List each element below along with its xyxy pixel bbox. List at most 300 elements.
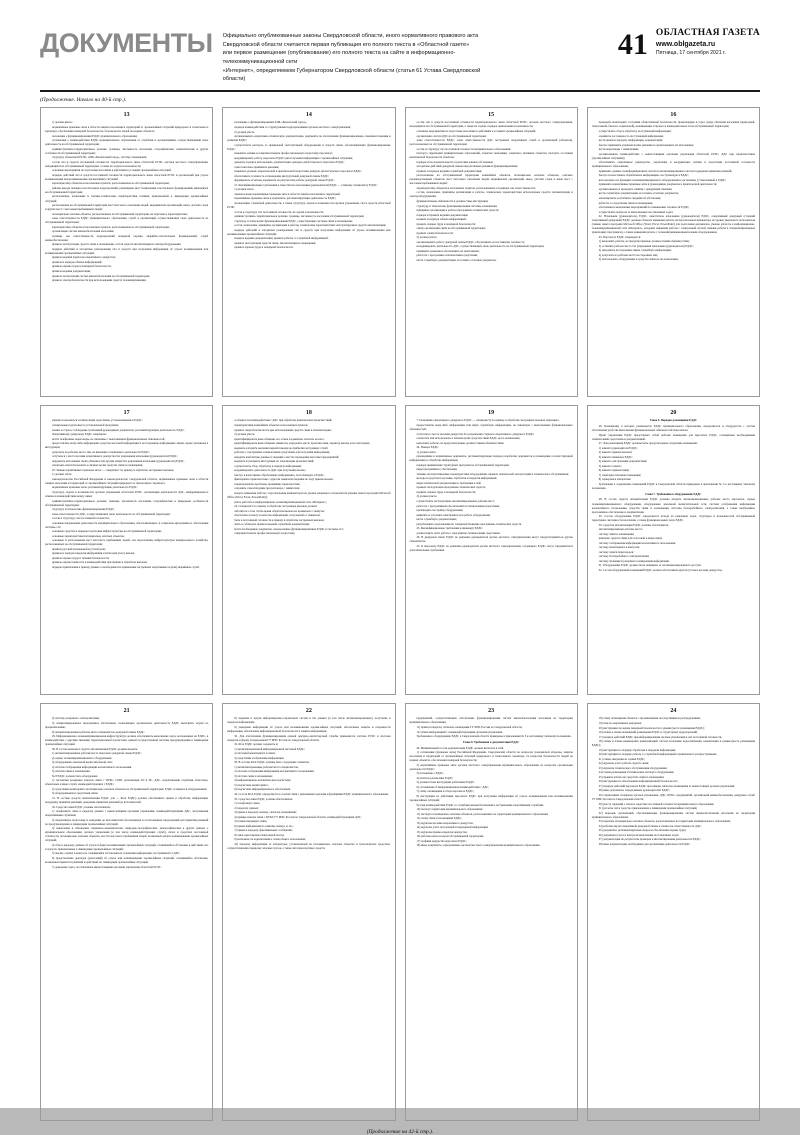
paragraph: 8) связь при помощи электронной почты; (234, 832, 285, 837)
paragraph: 5) система связи и оповещения. (52, 769, 91, 774)
paragraph: правила охраны труда и пожарной безопасности; (416, 221, 476, 226)
paragraph: 38) иная документация, необходимая для организации деятельности ЕДДС. (598, 841, 691, 846)
paragraph: 18) схемы и планы инженерных коммуникаций, систем отопления, водоснабжения, канализации в здании (месте размещения ЕДДС); (591, 739, 755, 748)
paragraph: структуру и технологию функционирования ЕДДС, существующие системы связи и оповещения; (234, 218, 353, 223)
paragraph: систему хранения и резервного копирования информации. (598, 558, 670, 563)
paragraph: 2) оставлять рабочее место без разрешения начальника (руководителя) ЕДДС; (598, 243, 694, 248)
paragraph: 2) комната приема вызовов; (598, 450, 633, 455)
paragraph: 4) прямые каналы связи с ЦУКС ГУ МЧС России по Свердловской области, взаимодействующими ДДС; (234, 814, 362, 819)
paragraph: идентифицировать язык общения, его объем и адекватно отвечать на него; (234, 436, 325, 441)
paragraph: 6) прием информации по единому номеру «112»; (234, 823, 294, 828)
paragraph: административно-территориальное деление, границы, численность населения, географические и природные особенности обслуживаемой территории; (45, 498, 209, 507)
paragraph: вести необходимые документы, определенные функционированием ЕДДС и системы-112; (234, 526, 344, 531)
column-number: 17 (123, 409, 130, 416)
paragraph: 22) журналы учета работы средств связи; (598, 761, 649, 766)
paragraph: осуществлять контроль за правильной эксплуатацией оборудования и средств связи, обеспечивающих функционирование ЕДДС; (227, 142, 391, 151)
paragraph: формировать отчетные документы по результатам работы дежурной смены ЕДДС. (234, 178, 335, 183)
column-number: 24 (670, 707, 677, 714)
paragraph: 3) накопление и обновление социально-экономических, природно-географических, демографических и других данных о муниципальном образовании, органах управления (в том числе взаимодействующих служб), силах и средствах постоянной готовности, потенциально опасных объектах, местах массового пребывания людей, возможных рисках возникновения чрезвычайных ситуаций; (45, 826, 209, 843)
paragraph: знание и строгое соблюдение требований руководящих документов, регламентирующих деятельность ЕДДС. (52, 427, 185, 432)
continuation-note-bottom: (Продолжение на 42-й стр.). (366, 1128, 434, 1135)
paragraph: 2) передачу данных; (234, 805, 259, 810)
paragraph: правила и порядок обмена информацией; (52, 259, 103, 264)
paragraph: 4) сбор и передачу данных об угрозе и факте возникновения чрезвычайных ситуаций, сложившейся обстановке и действиях сил и средств, привлекаемых к ликвидации чрезвычайных ситуаций; (45, 842, 209, 851)
paragraph: основные направления деятельности муниципального образования, обеспечивающего и социально-программного обеспечения системы-112; (45, 520, 209, 529)
paragraph: правила охраны труда и техники безопасности; (52, 555, 110, 560)
paragraph: 33. В составе КСА ЕДДС должны быть следующие элементы: (234, 760, 310, 765)
column-body (592, 418, 755, 572)
paragraph: нормативные правовые акты в области защиты населения и территорий от чрезвычайных ситуаций природного и техногенного характера, обеспечения пожарной безопасности, безопасности людей на водных объектах; (45, 124, 209, 133)
paragraph: расположение на обслуживаемой территории мест массового скопления людей, медицинских организаций, школ, детских садов и других мест с массовым пребыванием людей; (45, 203, 209, 212)
paragraph: правила охраны занятости и взаимодействия при приеме и обработке вызовов; (52, 560, 148, 565)
paragraph: разрабатывать предложения по совершенствованию программно-технических средств. (416, 521, 522, 526)
paragraph: состав, назначение, принципы организации и работы, технические характеристики используемых средств автоматизации и электрооборудования; (409, 190, 573, 199)
paragraph: выполнять работы, не предусмотренные должностными обязанностями. (416, 440, 505, 445)
column-body (227, 418, 390, 535)
paragraph: обеспечивать выполнение мероприятий по повышению готовности ЕДДС; (598, 205, 690, 210)
paper-identity (656, 28, 760, 56)
paragraph: самостоятельно принимать решения; (234, 164, 280, 169)
paragraph: 28. В состав средств автоматизации ЕДДС должны входить автоматизированные рабочие места персонала, сервер телекоммуникационного оборудования, оборудование локальной вычислительной сети, система отображения информации коллективного пользования, средства связи и оповещения, системы бесперебойного электропитания, а также необходимое программное обеспечение и документация. (591, 497, 755, 514)
paragraph: 3) передавать посторонним лицам служебную информацию; (598, 248, 672, 253)
paragraph: умение пользоваться техническими средствами, установленными в ЕДДС; (52, 418, 143, 423)
column-band-1 (40, 107, 760, 397)
paragraph: 32. Средства связи ЕДДС должны обеспечивать: (52, 804, 111, 809)
paragraph: зоны ответственности ЕДДС муниципального образования, служб и организаций, осуществляющих свою деятельность на обслуживаемой территории; (45, 216, 209, 225)
paragraph: 1) выполнять работы, не предусмотренные должностными обязанностями; (598, 239, 690, 244)
paragraph: отключать или использовать в личных целях средства связи ЕДДС не по назначению; (416, 436, 521, 441)
paragraph: нести телефонные переговоры, не связанные с выполнением функциональных обязанностей; (52, 436, 166, 441)
paragraph: 32) перечень организаций, обеспечивающих функционирование систем жизнеобеспечения населения на территории муниципального образования; (591, 810, 755, 819)
masthead-subtitle-line-2: Свердловской области считается первая публикация его полного текста в «Областной газете» (222, 41, 470, 48)
column-body (410, 716, 573, 847)
paragraph: 1) должен иметь: (52, 120, 73, 125)
paragraph: характеристику объектов и населенных пунктов, расположенных на обслуживаемой территории; (52, 181, 170, 186)
article-column-19 (405, 405, 578, 695)
paragraph: 4) система отображения информации коллективного пользования; (52, 764, 132, 769)
paragraph: 30. В состав комплекса средств автоматизации ЕДДС должны входить: (52, 746, 138, 751)
paragraph: предоставлять кому-либо информацию средства массовой информации и постороннюю информацию лицам, кроме указанных в инструкции; (45, 441, 209, 450)
paragraph: порядок привлечения к приему данных о необходимости применения экстренных оперативных и (или) аварийных служб. (52, 564, 200, 569)
paragraph: основные и расположения мест массового пребывания людей, зон подтопления, инфраструктуры коммунального хозяйства, расположенных на обслуживаемой территории; (45, 538, 209, 547)
paragraph: 6) автоматизированная рабочие места специалистов дежурной смены ЕДДС. (52, 729, 145, 734)
paragraph: 4) допускать на рабочие места посторонних лиц; (598, 252, 658, 257)
paragraph: состав сил и средств постоянной готовности территориального звена областной РСЧС, органов местного самоуправления, находящихся на обслуживаемой территории, а также их задачи, порядок привлечения и возможности; (409, 120, 573, 129)
paragraph: 8) серверная и аппаратная. (598, 477, 632, 482)
paragraph: положение о функционировании АПК «Безопасный город»; (234, 120, 307, 125)
paragraph: 18) схему оповещения объектов с протяженными последствиями и распределением; (598, 716, 701, 721)
paragraph: 24) схемы размещения и технические паспорта оборудования; (598, 770, 675, 775)
paragraph: систему записи переговоров; (598, 549, 634, 554)
paragraph: предприятий, осуществляющих обеспечение функционирования систем жизнеобеспечения населения на территории муниципального образования; (409, 716, 573, 725)
column-body (410, 120, 573, 262)
paragraph: правила энергобезопасности при использовании средств связи и автоматизации; (234, 427, 332, 432)
paragraph: 4) систему резервного электропитания; (52, 716, 100, 721)
paragraph: 2) должен уметь: (234, 432, 255, 437)
paragraph: 18) иные документы, определяемые органом местного самоуправления муниципального образования. (416, 843, 541, 848)
masthead-subtitle-line-4: «Интернет», определяемом Губернатором Свердловской области (статья 61 Устава Свердловской области) (222, 67, 481, 83)
column-band-3 (40, 703, 760, 1121)
paragraph: соглашения о взаимодействии ЕДДС муниципального образования со службами и организациями, осуществляющими свою деятельность на обслуживаемой территории; (45, 138, 209, 147)
masthead-subtitle-line-1: Официально опубликованные законы Свердловской области, иного нормативного правового акта (222, 33, 479, 39)
paragraph: порядок и правила ведения документации; (416, 212, 469, 217)
paragraph: 17) порядок действий ЕДДС при информировании органов управления и сил постоянной готовности; (598, 734, 723, 739)
continuation-note-top: (Продолжение. Начало на 40-й стр.). (40, 96, 127, 103)
paragraph: вести переговоры с заявителями; (598, 147, 639, 152)
paragraph: 31. Оборудование ЕДДС должно быть защищено от несанкционированного доступа. (598, 563, 702, 568)
paragraph: повышать уровень теоретической и практической подготовки дежурно-диспетчерского персонала ЕДДС; (234, 169, 362, 174)
paragraph: передавать исполнение своих обязанностей другим лицам без разрешения начальника (руководителя) ЕДДС; (52, 458, 185, 463)
column-number: 23 (488, 707, 495, 714)
paragraph: 17) графики дежурства персонала ЕДДС; (416, 838, 467, 843)
paragraph: 7) доведение задач, поставленных вышестоящими органами управления областной РСЧС. (52, 864, 162, 869)
paragraph: 6) представление докладов (донесений) об угрозе или возникновении чрезвычайных ситуаций, сложившейся обстановке, возможных вариантах решений и действиях по ликвидации чрезвычайных ситуаций; (45, 855, 209, 864)
paragraph: предоставлять кому-либо информацию или иную служебную информацию, не связанную с выполнением функциональных обязанностей; (409, 422, 573, 431)
paragraph: осуществлять контроль за выполнением поставленных задач; (598, 209, 674, 214)
paragraph: характеристики важнейших объектов и населенных пунктов; (234, 422, 309, 427)
paragraph: 2) системой мониторинга и связи; (234, 751, 276, 756)
paragraph: нормативные правовые акты, регламентирующие деятельность ЕДДС; (52, 485, 138, 490)
column-number: 14 (305, 111, 312, 118)
paragraph: координировать деятельность ДДС при получении вызова; (234, 468, 306, 473)
paragraph: особенности взаимодействия с ДДС при обработке комплексных происшествий; (234, 418, 333, 423)
paragraph: правила электробезопасности; (416, 230, 454, 235)
paragraph: Глава 8. Требования к документации ЕДДС (463, 740, 520, 745)
paragraph: границы зон ответственности подразделений пожарной охраны, аварийно-спасательных формирований, служб жизнеобеспечения; (45, 233, 209, 242)
paragraph: правила и порядок передачи информации и категории (того) вызова; (52, 551, 135, 556)
paragraph: 6) комната приема пищи; (598, 468, 630, 473)
paragraph: применять данные геоинформационных систем и автоматизированных систем поддержки принятия решений; (598, 168, 733, 173)
paragraph: фиксировать происшествие с адресом заявителя сведения по ходу приема вызова; (234, 477, 334, 482)
paragraph: состав сил и средств постоянной готовности территориального звена областной РСЧС, органов местного самоуправления, находящихся на обслуживаемой территории, а также их задачи и возможности; (45, 159, 209, 168)
column-number: 20 (670, 409, 677, 416)
article-column-24 (587, 703, 760, 1121)
paragraph: 32. Для обеспечения функционирования единой дежурно-диспетчерской службы применяется система РСЧС и системы передачи и форму утверждаемая ГУ МЧС России по Свердловской области. (227, 733, 391, 742)
paragraph: анализировать и обобщать сведения об обстановке; (598, 195, 662, 200)
paragraph: правила охраны труда и пожарной безопасности; (416, 489, 476, 494)
paper-name: ОБЛАСТНАЯ ГАЗЕТА (655, 28, 760, 38)
paragraph: быстро принимать управленческие решения и организовывать их исполнение; (598, 142, 694, 147)
paragraph: правила ведения документации; (52, 269, 91, 273)
paragraph: порядок действий и алгоритмы реагирования сил и средств при получении информации об угрозе возникновения или возникновении чрезвычайных ситуаций; (227, 227, 391, 236)
paragraph: 3) оборудование локальной вычислительной сети; (52, 760, 113, 765)
paragraph: № 8 ЕДДС должна быть оборудована: (52, 773, 99, 778)
paragraph: сохранять самообладание при разговоре с заявителем; (234, 486, 300, 491)
paragraph: 22. Начальник (руководитель) ЕДДС, заместитель начальника (руководителя) ЕДДС, оперативный дежурный (старший оперативный дежурный) ЕДДС должны обладать навыками работы на персональном компьютере на уровне уверенного пользователя (знание пакета программ Microsoft Office (Word, Excel, PowerPoint) для подготовки документов, умение работать в информационно-телекоммуникационной сети «Интернет», владение навыками работы с электронной почтой, навыки работы в специализированных прикладных программах), а также навыками работы с телекоммуникационным и иным оборудованием. (591, 214, 755, 235)
paragraph: 16) рабочие карты и карты обслуживаемой территории; (416, 834, 484, 839)
paragraph: 25. К персоналу ЕДДС по решению руководителя органа местного самоуправления, создающего ЕДДС, могут предъявляться дополнительные требования. (409, 543, 573, 552)
paragraph: руководящие и нормативные документы, регламентирующие порядок разработки документов и размещения соответствующей информации по обработке информации; (409, 454, 573, 463)
paragraph: Глава 7. Требования к оборудованию ЕДДС (645, 491, 702, 496)
paragraph: технико-эксплуатационные характеристики оборудования, правила технической эксплуатации и технического обслуживания; (416, 471, 569, 476)
paragraph: 29) справочники телефонов органов управления, ДДС, ЦУКС, предприятий, организаций жизнеобеспечения, дежурных служб ГУ МЧС России по Свердловской области; (591, 792, 755, 801)
paragraph: виды программного обеспечения; (416, 467, 458, 472)
paragraph: 7) прием и передачу факсимильных сообщений; (234, 828, 293, 833)
paragraph: вести служебную документацию и готовить отчетные документы. (416, 257, 497, 262)
article-column-17 (40, 405, 213, 695)
paragraph: идентифицировать язык общения заявителя, определять место происшествия, характер вызова и его категорию; (234, 441, 371, 446)
column-band-2 (40, 405, 760, 695)
paragraph: 35. Средства связи ЕДДС должны обеспечивать: (234, 796, 294, 801)
masthead-right (618, 28, 760, 60)
paragraph: отключать или использовать в личных целях средства связи и оповещения; (52, 463, 143, 468)
paragraph: осуществлять сбор и обработку поступающей информации; (598, 129, 672, 133)
paragraph: 33) перечень потенциально опасных объектов, расположенных на территории муниципального образования; (598, 819, 731, 824)
column-number: 19 (488, 409, 495, 416)
paragraph: 23. Знание нормативных правовых актов — специалист по приему и обработке экстренных вызовов. (52, 467, 175, 472)
paragraph: 27. Для размещения ЕДДС должны быть предусмотрены следующие помещения: (598, 441, 698, 446)
paragraph: 26. В дежурной смене ЕДДС по решению руководителя органа местного самоуправления могут предусматриваться другие специалисты. (409, 535, 573, 544)
paragraph: 32. Состав оборудования помещений ЕДДС должен обеспечивать круглосуточное несение дежурства. (598, 567, 723, 572)
paragraph: обеспечивать оперативное руководство, управление и координацию силами и средствами постоянной готовности муниципального образования; (591, 160, 755, 169)
paragraph: 5) использовать оборудование и средства связи не по назначению. (598, 257, 679, 262)
paragraph: выдавать и указывать инструкции по локализации происшествий; (234, 459, 315, 464)
paragraph: 2) должен уметь: (416, 494, 438, 499)
paragraph: 29. Информационно-телекоммуникационная инфраструктура должна обеспечивать выполнение задач, возложенных на ЕДДС, и взаимодействие с другими звеньями территориальной подсистемы единой государственной системы предупреждения и ликвидации чрезвычайных ситуаций. (45, 734, 209, 747)
paragraph: состав, назначение, принципы организации и работы, технические характеристики эксплуатируемых средств автоматизации; (234, 223, 387, 228)
paragraph: 23) журналы технического обслуживания оборудования; (598, 765, 668, 770)
paragraph: 2) должен уметь: (416, 235, 438, 240)
paragraph: 7) санитарно-бытовые помещения; (598, 472, 642, 477)
paragraph: 3) средствами отображения информации. (234, 755, 285, 760)
paragraph: основные мероприятия по подготовке населения к действиям в условиях чрезвычайных ситуаций; (52, 168, 172, 173)
paragraph: 20) инструкции по порядку работы со служебной информацией ограниченного распространения; (598, 752, 717, 757)
paragraph: совершенствовать профессиональную подготовку. (234, 531, 296, 536)
paragraph: основные характеристики потенциально опасных объектов; (52, 533, 125, 538)
paragraph: применять нормативные правовые акты и руководящие документы в практической деятельности; (598, 182, 718, 187)
paragraph: 5) должностные инструкции работников ЕДДС; (416, 780, 475, 785)
paragraph: систему бесперебойного электропитания; (598, 554, 650, 559)
paragraph: 2) сервер телекоммуникационного оборудования; (52, 755, 112, 760)
article-column-22 (222, 703, 395, 1121)
paragraph: 20) инструкцию по мерам пожарной безопасности в здании (месте размещения ЕДДС); (598, 725, 705, 730)
paragraph: 6) подсистема информационного обеспечения. (234, 787, 291, 792)
paragraph: положение о функционировании ЕДДС муниципального образования; (52, 133, 138, 138)
paragraph: работать с программно-техническими средствами; (416, 253, 478, 258)
paragraph: 36) документы учета и контроля выполнения поставленных задач; (598, 832, 680, 837)
paragraph: 5) комната отдыха; (598, 463, 622, 468)
paragraph: 12) схему связи и оповещения ЕДДС; (416, 816, 463, 821)
paragraph: работать с программным обеспечением и техническими средствами; (416, 503, 500, 508)
column-number: 13 (123, 111, 130, 118)
article-column-23 (405, 703, 578, 1121)
paragraph: характеризовать проблемы, вызвавшие происшествие; (234, 481, 301, 486)
paragraph: методы и средства получения, обработки и передачи информации; (416, 476, 498, 481)
paragraph: структуру и технологию функционирования системы оповещения; (416, 203, 498, 208)
paragraph: 1) должен знать: (52, 472, 72, 477)
paragraph: 23. Персоналу ЕДДС запрещается: (598, 234, 641, 239)
paragraph: 9) план взаимодействия ЕДДС со службами жизнеобеспечения и экстренными оперативными службами; (416, 802, 544, 807)
paragraph: обеспечить полноту и качество информации, получаемой от заявителя; (234, 513, 321, 518)
paragraph: правила эксплуатации средств связи, автоматизации и оповещения; (234, 240, 316, 245)
paper-website[interactable]: www.oblgazeta.ru (655, 40, 716, 48)
paragraph: производить настройку оборудования; (416, 508, 464, 513)
paragraph: 8) сведения и задачи информационно-справочных систем и баз данных (в том числе автоматизированных), получение и передача информации; (227, 716, 391, 725)
paragraph: 16) планы и схемы помещений размещения ЕДДС и структурных подразделений; (598, 730, 698, 735)
paragraph: автоматизированные рабочие места; (598, 527, 643, 532)
paragraph: вести прием и передачу информации, документации; (598, 138, 663, 143)
paragraph: порядок применения структурных программ на обслуживаемой территории; (416, 462, 510, 467)
paragraph: порядок ведения документации, правила работы со служебной информацией; (234, 236, 329, 241)
paragraph: 31) расчеты сил и средств, привлекаемых к ликвидации чрезвычайных ситуаций; (598, 806, 698, 811)
paragraph: структуру и технологию функционирования ЕДДС; (52, 507, 115, 512)
paragraph: 27) порядок действий персонала ЕДДС при приеме сигналов оповещения от вышестоящих органов управления; (598, 783, 735, 788)
paragraph: алгоритмы действий дежурной смены при различных режимах функционирования; (416, 164, 518, 169)
paragraph: 1) телефонную связь; (234, 801, 261, 806)
paragraph: правила и порядок обмена информацией; (416, 217, 467, 222)
paragraph: состав и структуру сил постоянной готовности муниципального образования; (416, 146, 511, 151)
paragraph: 10) передачу информации от аппаратуры, установленной на потенциально опасных объектах и транспортных средствах, осуществляющих перевозку опасных грузов, а также автотранспортных средств. (227, 841, 391, 850)
paragraph: правила охраны труда и пожарной безопасности; (52, 264, 112, 269)
paragraph: административно-территориальное деление, границы, численность населения, географические, климатические и другие особенности обслуживаемой территории; (45, 146, 209, 155)
paragraph: 26. Помещения, в которых размещается ЕДДС муниципального образования, определяются и оборудуются с учетом обеспечения удобства выполнения функциональных обязанностей персоналом. (591, 423, 755, 432)
paragraph: 2) система отображения информации коллективного пользования; (234, 769, 315, 774)
paragraph: 6) соглашения об информационном взаимодействии с ДДС; (416, 784, 489, 789)
article-column-20 (587, 405, 760, 695)
paragraph: Требования к оборудованию ЕДДС в Свердловской области приведены в приложении № 3 к настоящему типовому положению. (416, 734, 572, 739)
paragraph: нормативные правовые акты и документы, регламентирующие деятельность ЕДДС; (234, 196, 337, 201)
column-number: 16 (670, 111, 677, 118)
paragraph: 9) доведение информации об угрозе или возникновении чрезвычайных ситуаций, обеспечение защиты и сохранности информации, обеспечение информационной безопасности и защиты информации. (227, 725, 391, 734)
paragraph: быстро и качественно обрабатывать информацию, поступающую в ЕДДС; (598, 173, 689, 178)
paragraph: 1) автоматизированные рабочие места персонала дежурной смены ЕДДС; (52, 751, 142, 756)
paragraph: порядок действий и алгоритмы реагирования сил и средств при получении информации об угрозе возникновения или возникновении чрезвычайных ситуаций; (45, 246, 209, 255)
paragraph: отлучаться с места несения дежурства без разрешения старшего оперативного дежурного ЕДДС; (416, 431, 535, 436)
paragraph: 34) рабочие карты оперативной дежурной смены и схемы зон ответственности ДДС; (598, 823, 702, 828)
paragraph: владеть навыками работы с персональным компьютером на уровне уверенного пользователя (знание пакета программ Microsoft Office (Word, Excel, PowerPoint)); (227, 490, 391, 499)
paragraph: 8) инструкции по действиям персонала ЕДДС при получении информации об угрозе возникновения или возникновении чрезвычайных ситуаций; (409, 793, 573, 802)
paragraph: 4) штатное расписание ЕДДС; (416, 775, 454, 780)
paragraph: 2) нормативные правовые акты органов местного самоуправления муниципального образования по вопросам организации деятельности ЕДДС; (409, 762, 573, 771)
paragraph: 9) возможность подключения к сетям общего пользования; (234, 837, 306, 842)
paragraph: 32. КСА ЕДДС должен содержать и: (234, 742, 279, 747)
column-number: 15 (488, 111, 495, 118)
column-body (45, 716, 208, 868)
page-title: ДОКУМЕНТЫ (40, 28, 213, 58)
paragraph: организацию систем жизнеобеспечения населения; (52, 229, 115, 234)
article-column-21 (40, 703, 213, 1121)
article-column-14 (222, 107, 395, 397)
column-body (592, 120, 755, 261)
paragraph: 1) соглашения (правовые акты) Российской Федерации, Свердловской области по вопросам гражданской обороны, защиты населения и территорий от чрезвычайных ситуаций природного и техногенного характера, по вопросам безопасности людей на водных объектах, обеспечения пожарной безопасности; (409, 750, 573, 763)
paragraph: 2) оперативную подготовку и доведение до исполнителей обоснованных и согласованных предложений для принятия решений по предупреждению и ликвидации чрезвычайных ситуаций; (45, 817, 209, 826)
paragraph: систему связи и оповещения; (598, 531, 635, 536)
paragraph: характеристику объектов и населенных пунктов, расположенных в границах зон ответственности; (416, 185, 536, 190)
paragraph: 1) комната руководителя ЕДДС; (598, 445, 638, 450)
column-body (45, 418, 208, 569)
article-column-13 (40, 107, 213, 397)
paragraph: правила электробезопасности при использовании средств телекоммуникации. (52, 278, 147, 283)
paragraph: проводить мониторинг состояния общественной безопасности, правопорядка и угроз среды обитания населения (природной, техногенной, биолого-социальной), возникающих в процессе жизнедеятельности на обслуживаемой территории; (591, 120, 755, 129)
paragraph: 7) схему оповещения и сбора персонала ЕДДС; (416, 789, 475, 794)
paragraph: 14) журналы учета полученной и переданной информации; (416, 825, 489, 830)
paragraph: 34. Состав КСА ЕДДС определяется в соответствии с решаемыми задачами и функциями ЕДДС муниципального образования. (234, 791, 389, 796)
paragraph: быстро и качественно обрабатывать информацию, поступающую в ЕДДС; (234, 472, 325, 477)
paragraph: порядок взаимодействия со структурными подразделениями органов местного самоуправления; (234, 124, 351, 129)
paragraph: вести служебную документацию; (416, 517, 458, 522)
paragraph: законы и иные нормативные правовые акты в области защиты населения и территорий; (234, 191, 341, 196)
paragraph: осуществлять эксплуатацию автоматизированных рабочих мест; (416, 499, 495, 503)
paragraph: смену организации связи на обслуживаемой территории; (416, 226, 486, 231)
article-column-18 (222, 405, 395, 695)
paragraph: 5) анализ, оценку и контроль сложившейся обстановки на основании информации, поступившей от ДДС; (52, 851, 181, 856)
column-body (227, 716, 390, 849)
paragraph: отлучаться с места несения оперативного дежурства без разрешения начальника (руководителя) ЕДДС; (52, 454, 178, 459)
paragraph: Глава 6. Порядок размещения ЕДДС (649, 418, 698, 423)
column-number: 22 (305, 707, 312, 714)
paragraph: принципы организации и работы программно-технических средств; (416, 208, 499, 213)
paragraph: повышать знания и совершенствовать профессиональную подготовку персонала; (234, 151, 333, 156)
paragraph: быть в постоянной готовности к приему и обработке экстренных вызовов; (234, 517, 325, 522)
paragraph: организовывать оперативно-техническую документацию, документы по обеспечению функционирования, совершенствования и развития ЕДДС; (227, 134, 391, 143)
paragraph: 35) документы, регламентирующие вопросы обеспечения охраны труда; (598, 828, 687, 833)
paragraph: заботиться о том, чтобы время обработки вызова не превышало 1 минуты; (234, 508, 325, 513)
paragraph: правила русской письменной и устной речи; (52, 546, 106, 551)
paragraph: 13) журналы несения оперативного дежурства; (416, 820, 474, 825)
paragraph: организовывать и проводить занятия с дежурными сменами; (598, 186, 673, 191)
paragraph: зоны ответственности ДДС, осуществляющих свою деятельность на обслуживаемой территории; (52, 511, 171, 516)
paragraph: расположение, назначение и тактико-технические характеристики техники, привлекаемой к ликвидации чрезвычайных ситуаций; (45, 194, 209, 203)
paragraph: 1) должен знать: (234, 187, 255, 192)
paragraph: выдавать алгоритм оказания первой помощи до прибытия экстренных служб; (234, 445, 329, 450)
paragraph: 15) журналы приема-передачи дежурства; (416, 829, 468, 834)
paragraph: координировать работу персонала ЕДДС при получении информации о чрезвычайных ситуациях; (234, 155, 354, 160)
column-body (45, 120, 208, 282)
paragraph: 4) комната для хранения документации; (598, 459, 648, 464)
paragraph: состав и структуру сил постоянной готовности, их задачи и возможности; (234, 209, 324, 214)
paragraph: 24. Специалист по приему и обработке экстренных вызовов должен: (234, 504, 318, 509)
paragraph: 26) инструкции по обеспечению информационной безопасности; (598, 779, 678, 784)
paragraph: 5) специализированное программное обеспечение, позволяющее организовать деятельность ЕДДС выполнять задачи по предназначению; (45, 720, 209, 729)
paragraph: работать с программно-техническими средствами для получения информации; (234, 450, 330, 455)
paragraph: 2) должен уметь: (234, 129, 255, 134)
paragraph: организацию систем ДДС на обслуживаемой территории; (416, 133, 487, 138)
paragraph: Требования к содержанию помещений ЕДДС в Свердловской области приведены в приложении № 3 к настоящему типовому положению. (591, 481, 755, 490)
paragraph: комплекс средств связи для голосовой и видеосвязи; (598, 536, 663, 541)
paragraph: организовывать работу дежурной смены ЕДДС, обеспечивать ее постоянную готовность; (416, 239, 525, 244)
paragraph: паспорта территорий муниципальных образований, объектов экономики, социально значимых объектов, паспорта состояния комплексной безопасности объектов; (409, 151, 573, 160)
paragraph: 30) реестр сведений о силах и средствах постоянной готовности муниципального образования; (598, 801, 715, 806)
article-column-16 (587, 107, 760, 397)
paragraph: расположение на обслуживаемой территории важнейших объектов, потенциально опасных объектов, опасных производственных объектов, мест массового скопления людей, медицинских организаций, школ, детских садов и иных мест с массовым пребыванием людей; (409, 173, 573, 186)
column-number: 21 (123, 707, 130, 714)
paragraph: состав и структуру сил постоянной готовности; (52, 516, 110, 521)
paragraph: 11) прием и передачу сигналов оповещения ГУ МЧС России по Свердловской области; (416, 725, 523, 729)
paragraph: характеристику объектов и населенных пунктов, расположенных на обслуживаемой территории; (52, 224, 170, 229)
paragraph: координировать деятельность ДДС, осуществляющих свою деятельность на обслуживаемой территории; (416, 244, 545, 249)
paragraph: 3) комната инженера ЕДДС; (598, 454, 633, 459)
paragraph: правила эксплуатации средств связи и оповещения, состав средств автоматизации и электрооборудования; (52, 242, 182, 247)
paragraph: 3) прием и передачу команд, сигналов оповещения; (234, 810, 297, 815)
paragraph: 21. Квалификационные требования к заместителю начальника (руководителя) ЕДДС — главному специалисту ЕДДС: (234, 182, 378, 187)
paragraph: порядок действий сил и средств постоянной готовности территориального звена областной РСЧС и организаций при угрозе возникновения или возникновении чрезвычайных ситуаций; (45, 172, 209, 181)
issue-number: 41 (617, 28, 648, 61)
paragraph: оценивать достоверность поступающей информации; (598, 133, 664, 138)
paragraph: организовывать взаимодействие с вышестоящими органами управления областной РСЧС, ДДС при происшествиях (чрезвычайных ситуациях); (591, 151, 755, 160)
paragraph: 28) иные документы, определяемые руководителем ЕДДС; (598, 788, 671, 793)
paragraph: 2) средствами мониторинга потенциально опасных объектов на обслуживаемой территории, ЕДДС оснащается оборудованием; (52, 786, 208, 791)
paragraph: структуру, задачи и возможности органов управления областной РСЧС, организации деятельности ДДС, информационного обмена и взаимодействия между ними; (45, 489, 209, 498)
paragraph: специальные подготовка по установленной программе; (52, 422, 119, 427)
paragraph: использовать все функции телекоммуникационного оборудования и оргтехники, установленной в ЕДДС; (598, 177, 727, 182)
paragraph: 11) паспорта потенциально опасных объектов, расположенных на территории муниципального образования; (416, 811, 549, 816)
paragraph: основные мероприятия по подготовке населения к действиям в условиях чрезвычайных ситуаций; (416, 129, 536, 133)
paragraph: 5) громкоговорящую связь; (234, 819, 268, 824)
paragraph: 30. Средства автоматизации ЕДДС должны обеспечивать: (598, 522, 669, 527)
paragraph: принимать решения и обеспечивать их выполнение; (416, 248, 480, 253)
paragraph: Оперативному дежурному ЕДДС запрещено: (52, 432, 107, 437)
paragraph: должен иметь опыт работы с программно-техническими средствами. (416, 530, 501, 535)
